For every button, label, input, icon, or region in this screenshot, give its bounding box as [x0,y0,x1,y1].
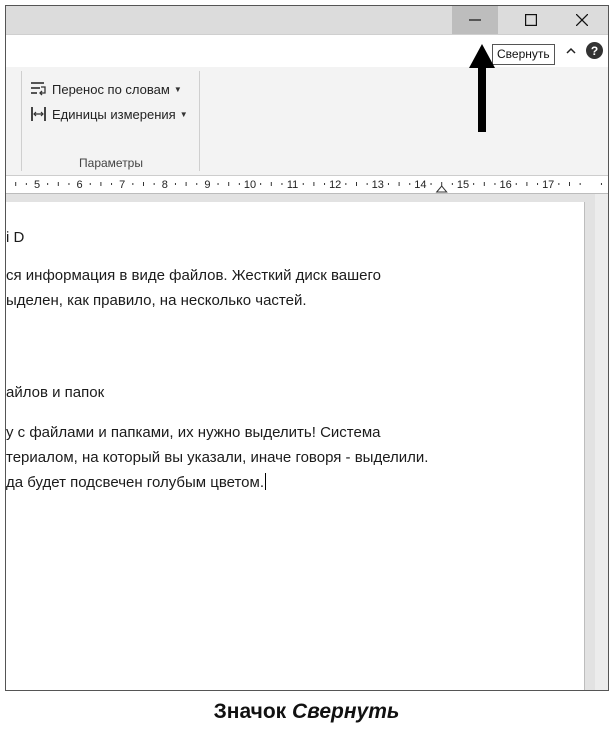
ruler-number: 15 [456,179,470,191]
ruler-number: 6 [76,179,83,191]
ruler-number: 16 [499,179,512,191]
document-page[interactable] [6,202,585,691]
chevron-up-icon [562,42,580,60]
maximize-icon [525,14,537,26]
document-line: ыделен, как правило, на несколько частей. [6,292,307,309]
document-line: айлов и папок [6,384,105,401]
collapse-ribbon-button[interactable] [562,42,580,60]
app-window [5,5,609,691]
vertical-scrollbar[interactable] [595,194,609,691]
ribbon-panel [6,67,608,176]
document-line: у с файлами и папками, их нужно выделить! Система [6,424,381,441]
arrow-up-icon [468,44,496,134]
ribbon-group-label: Параметры [79,156,143,170]
ruler-number: 9 [204,179,211,191]
ruler-number: 8 [161,179,168,191]
ruler-number: 7 [119,179,126,191]
ribbon-separator [21,71,22,171]
minimize-button[interactable] [452,6,498,34]
title-bar [6,6,608,34]
horizontal-ruler[interactable] [6,176,608,194]
minimize-icon [469,14,481,26]
minimize-tooltip: Свернуть [492,44,555,65]
ruler-number: 10 [243,179,257,191]
caption-prefix: Значок [213,700,287,723]
ribbon-separator [199,71,200,171]
text-cursor [265,473,266,490]
document-line: ся информация в виде файлов. Жесткий диск вашего [6,267,381,284]
word-wrap-label: Перенос по словам [52,81,170,97]
maximize-button[interactable] [508,6,554,34]
ruler-number: 11 [286,179,299,191]
ruler-scale [6,176,609,193]
close-button[interactable] [559,6,605,34]
units-icon [30,106,48,122]
document-line: териалом, на который вы указали, иначе говоря - выделили. [6,449,429,466]
document-canvas [6,194,608,691]
dropdown-arrow-icon: ▼ [173,84,182,94]
ruler-number: 14 [414,179,427,191]
caption-emphasis: Свернуть [292,700,400,723]
ribbon-tab-bar [6,34,608,68]
word-wrap-icon [30,81,48,97]
word-wrap-button[interactable] [30,79,182,99]
figure-caption [0,700,613,724]
document-line-text: да будет подсвечен голубым цветом. [6,474,264,491]
dropdown-arrow-icon: ▼ [179,109,188,119]
document-line-last [6,473,266,492]
indent-marker[interactable] [437,186,447,192]
units-button[interactable] [30,104,188,124]
ruler-number: 5 [33,179,41,191]
units-label: Единицы измерения [52,106,176,122]
ruler-number: 17 [542,179,555,191]
document-line: і D [6,229,25,246]
help-button[interactable]: ? [586,42,603,59]
ruler-number: 13 [371,179,384,191]
close-icon [576,14,588,26]
ruler-number: 12 [329,179,342,191]
